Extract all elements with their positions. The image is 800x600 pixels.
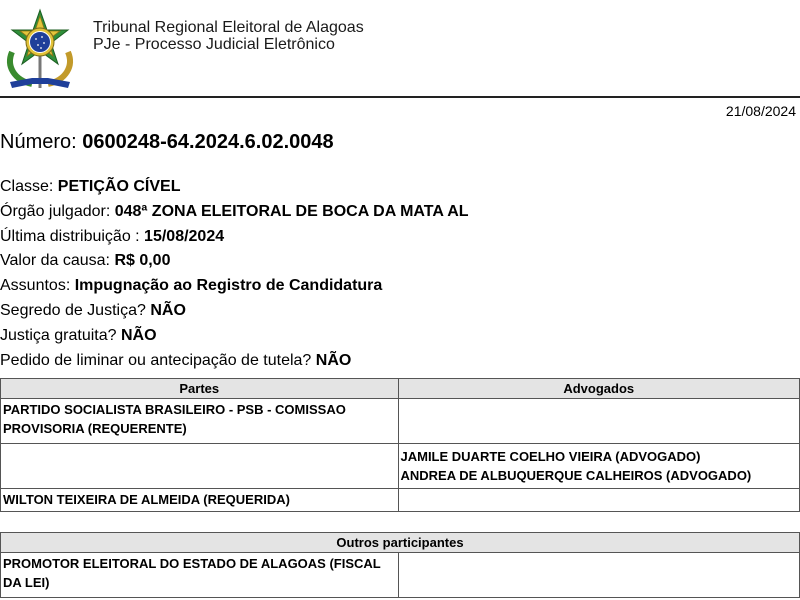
field-label: Segredo de Justiça?	[0, 301, 151, 319]
field-label: Justiça gratuita?	[0, 326, 121, 344]
field-value: PETIÇÃO CÍVEL	[57, 178, 181, 195]
document-date: 21/08/2024	[725, 103, 796, 119]
partes-table	[0, 378, 800, 512]
field-assuntos	[0, 274, 469, 299]
field-label: Assuntos:	[0, 277, 75, 295]
field-label: Pedido de liminar ou antecipação de tutela?	[0, 351, 316, 369]
field-classe	[0, 175, 469, 200]
process-number	[0, 131, 334, 154]
parte-cell	[1, 444, 399, 489]
table-row	[1, 444, 800, 489]
advogados-cell	[398, 489, 800, 512]
field-label: Valor da causa:	[0, 252, 115, 270]
organization-name	[93, 19, 364, 53]
field-label: Última distribuição :	[0, 227, 145, 245]
field-value: 15/08/2024	[144, 227, 225, 245]
field-value: NÃO	[120, 326, 157, 344]
table-header-row	[1, 533, 800, 553]
brazil-coat-of-arms-icon	[2, 8, 78, 92]
field-value: R$ 0,00	[114, 252, 171, 270]
advogados-header: Advogados	[398, 379, 800, 399]
court-name: Tribunal Regional Eleitoral de Alagoas	[93, 19, 364, 36]
field-segredo-justica	[0, 299, 469, 324]
parte-cell: PROMOTOR ELEITORAL DO ESTADO DE ALAGOAS (FISCAL DA LEI)	[1, 553, 399, 598]
table-row	[1, 399, 800, 444]
parte-cell: WILTON TEIXEIRA DE ALMEIDA (REQUERIDA)	[1, 489, 399, 512]
header-divider	[0, 96, 800, 98]
field-value: NÃO	[315, 351, 352, 369]
process-fields	[0, 175, 469, 373]
field-valor-causa	[0, 249, 469, 274]
system-name: PJe - Processo Judicial Eletrônico	[93, 36, 335, 53]
document-header	[0, 0, 800, 97]
advogados-cell: JAMILE DUARTE COELHO VIEIRA (ADVOGADO) ANDREA DE ALBUQUERQUE CALHEIROS (ADVOGADO)	[398, 444, 800, 489]
partes-header: Partes	[1, 379, 399, 399]
field-value: NÃO	[150, 301, 186, 319]
table-row	[1, 489, 800, 512]
outros-participantes-table	[0, 532, 800, 598]
outros-participantes-header: Outros participantes	[1, 533, 800, 553]
table-header-row	[1, 379, 800, 399]
field-label: Órgão julgador:	[0, 202, 115, 220]
field-ultima-distribuicao	[0, 225, 469, 250]
parte-cell: PARTIDO SOCIALISTA BRASILEIRO - PSB - COMISSAO PROVISORIA (REQUERENTE)	[1, 399, 399, 444]
field-value: 048ª ZONA ELEITORAL DE BOCA DA MATA AL	[114, 202, 469, 220]
table-row	[1, 553, 800, 598]
field-justica-gratuita	[0, 324, 469, 349]
field-orgao-julgador	[0, 200, 469, 225]
advogados-cell	[398, 553, 799, 598]
process-number-label: Número:	[0, 131, 77, 153]
process-number-value: 0600248-64.2024.6.02.0048	[82, 131, 334, 153]
field-label: Classe:	[0, 178, 58, 195]
advogados-cell	[398, 399, 800, 444]
field-pedido-liminar	[0, 349, 469, 374]
field-value: Impugnação ao Registro de Candidatura	[74, 277, 383, 295]
